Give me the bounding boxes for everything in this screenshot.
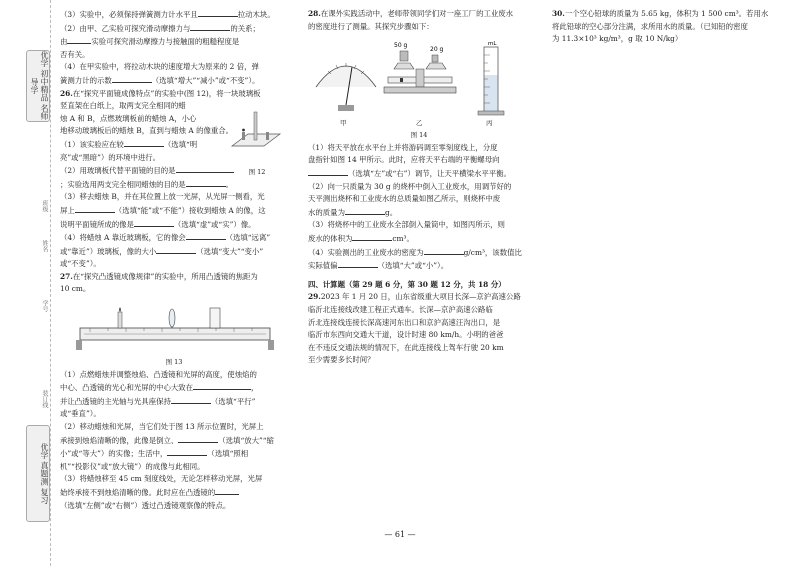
text-line: 簧测力计的示数 （选填“增大”“减小”或“不变”）。 [60, 75, 260, 85]
text-line: （1）点燃蜡烛并调整烛焰、凸透镜和光屏的高度，使烛焰的 [60, 369, 257, 379]
text-line: 说明平面镜所成的像是 （选填“虚”或“实”）像。 [60, 219, 256, 229]
question-29: 29.2023 年 1 月 20 日，山东省级重大项目长深—京沪高速公路 [308, 292, 521, 302]
svg-text:20 g: 20 g [430, 46, 444, 54]
label-yi: 乙 [416, 119, 423, 128]
figure-14 [308, 33, 530, 129]
text-line: （4）将蜡烛 A 靠近玻璃板，它的像会 （选填“远离” [60, 233, 271, 243]
balance-scale [384, 42, 456, 93]
text-line: （选填“左侧”或“右侧”）透过凸透镜观察像的特点。 [60, 500, 231, 510]
text-line: 或“靠近”）玻璃板，像的大小 （选填“变大”“变小” [60, 246, 264, 256]
text-line: 始终承接不到烛焰清晰的像。此时应在凸透镜的 [60, 486, 288, 500]
text-line: 盘指针如图 14 甲所示。此时，应将天平右端的平衡螺母向 [308, 155, 500, 165]
label-bing: 丙 [486, 119, 493, 128]
question-30: 30.一个空心铅球的质量为 5.65 kg，体积为 1 500 cm³。若用水 [552, 9, 769, 18]
brand-stamp-top: 优学 初中精品 名师导学 [26, 50, 50, 122]
figure-12-caption: 图 12 [248, 167, 266, 176]
text-line: （选填“左”或“右”）调节，让天平横梁水平平衡。 [308, 167, 530, 181]
svg-text:mL: mL [488, 41, 497, 48]
text-line: 承接到烛焰清晰的像，此像是倒立、 （选填“放大”“缩 [60, 435, 274, 445]
text-line: 的密度进行了测量。其探究步骤如下： [308, 21, 434, 31]
text-line: 亮”或“黑暗”）的环境中进行。 [60, 152, 161, 162]
text-line: 天平测出烧杯和工业废水的总质量如图乙所示，则烧杯中废 [308, 194, 501, 204]
text-line: 或“垂直”）。 [60, 409, 101, 419]
text-line: 水的质量为 g。 [308, 207, 398, 217]
text-line: 否有关。 [60, 49, 90, 59]
question-26: 26.在“探究平面镜成像特点”的实验中(图 12)，将一块玻璃板 竖直架在白纸上，取两支完全相同的蜡 烛 A 和 B，点燃玻璃板前的蜡烛 A，小心 地移动玻璃板后的蜡烛 B，直到与蜡烛 A 的像重合。 （1）该实验应在较 （选填“明 亮”或“黑暗”）的环境中进行。 图 12 [60, 88, 288, 165]
question-number: 26. [60, 88, 73, 98]
text-line: （3）实验中，必须保持弹簧测力计水平且 拉动木块。 [60, 10, 275, 19]
name-label: 姓名 [41, 240, 48, 252]
text-line: 实际值偏 （选填“大”或“小”）。 [308, 261, 449, 271]
column-right [552, 8, 780, 46]
text-line: 临沂北连接线改建工程正式通车。长深—京沪高速公路临 [308, 304, 493, 314]
text-line: （3）将蜡烛移至 45 cm 刻度线处，无论怎样移动光屏，光屏 [60, 474, 263, 484]
text-line: 屏上 （选填“能”或“不能”）接收到蜡烛 A 的像，这 [60, 205, 266, 215]
text-line: 废水的体积为 cm³。 [308, 233, 414, 243]
svg-text:50 g: 50 g [394, 42, 408, 50]
balance-dial [316, 63, 376, 111]
text-line: （2）用玻璃板代替平面镜的目的是 [60, 164, 288, 178]
text-line: （4）实验测出的工业废水的密度为 g/cm³，该数值比 [308, 247, 522, 257]
text-line: 在不违反交通法规的情况下，在此连接线上驾车行驶 20 km [308, 342, 504, 352]
text-line: （2）移动蜡烛和光屏，当它们处于图 13 所示位置时，光屏上 [60, 422, 264, 432]
section-heading-calculation: 四、计算题（第 29 题 6 分，第 30 题 12 分，共 18 分） [308, 279, 506, 289]
page-number: — 61 — [384, 530, 416, 539]
id-label: 学号 [41, 300, 48, 312]
question-27: 27.在“探究凸透镜成像规律”的实验中，所用凸透镜的焦距为 [60, 271, 258, 281]
text-line: 为 11.3×10³ kg/m³，g 取 10 N/kg） [552, 34, 683, 44]
text-line: （2）由甲、乙实验可探究滑动摩擦力与 的关系； [60, 23, 260, 33]
text-line: 地移动玻璃板后的蜡烛 B，直到与蜡烛 A 的像重合。 [60, 126, 234, 136]
text-line: （4）在甲实验中，将拉动木块的速度增大为原来的 2 倍，弹 [60, 62, 259, 72]
column-left [60, 8, 288, 512]
column-middle [308, 8, 530, 367]
text-line: 临沂市东西向交通大干道，设计时速 80 km/h。小明的爸爸 [308, 330, 504, 340]
text-line: 或“不变”）。 [60, 259, 101, 269]
graduated-cylinder [478, 41, 504, 115]
text-line: 将此铅球的空心部分注满，求所用水的质量。（已知铅的密度 [552, 21, 748, 31]
seal-label: 装订线 [41, 390, 48, 408]
text-line: 至少需要多长时间？ [308, 355, 375, 365]
text-line: 沂北连接线连接长深高速河东出口和京沪高速汪沟出口，是 [308, 317, 501, 327]
text-line: ；实验选用两支完全相同蜡烛的目的是 。 [60, 179, 234, 189]
label-jia: 甲 [340, 119, 347, 128]
brand-stamp-bottom: 优学 真题测 复习 [26, 425, 50, 522]
question-28: 28.在课外实践活动中，老师带领同学们对一座工厂的工业废水 [308, 9, 514, 18]
text-line: 竖直架在白纸上，取两支完全相同的蜡 [60, 101, 186, 111]
text-line: 机”“投影仪”或“放大镜”）的成像与此相同。 [60, 461, 205, 471]
text-line: （2）向一只质量为 30 g 的烧杯中倒入工业废水，用调节好的 [308, 181, 512, 191]
text-line: （3）移去蜡烛 B，并在其位置上放一光屏，从光屏一侧看，光 [60, 192, 265, 202]
binding-margin [8, 0, 48, 566]
text-line: 小”或“等大”）的实像；生活中， （选填“照相 [60, 449, 249, 459]
text-line: 中心、凸透镜的光心和光屏的中心大致在 ， [60, 383, 259, 393]
text-line: 烛 A 和 B，点燃玻璃板前的蜡烛 A，小心 [60, 113, 197, 123]
text-line: （1）将天平放在水平台上并将游码调至零刻度线上，分度 [308, 142, 498, 152]
text-line: （3）将烧杯中的工业废水全部倒入量筒中，如图丙所示，则 [308, 220, 505, 230]
text-line: 并让凸透镜的主光轴与光具座保持 （选填“平行” [60, 396, 256, 406]
figure-12-mirror [228, 106, 284, 156]
class-label: 班级 [41, 200, 48, 212]
figure-13-caption: 图 13 [165, 358, 183, 367]
figure-14-caption: 图 14 [410, 131, 428, 140]
text-line: 10 cm。 [60, 284, 91, 294]
figure-13-optical-bench [60, 298, 288, 354]
text-line: （1）该实验应在较 （选填“明 [60, 139, 198, 149]
binding-line [50, 0, 51, 566]
text-line: 由 实验可探究滑动摩擦力与接触面的粗糙程度是 [60, 37, 240, 47]
